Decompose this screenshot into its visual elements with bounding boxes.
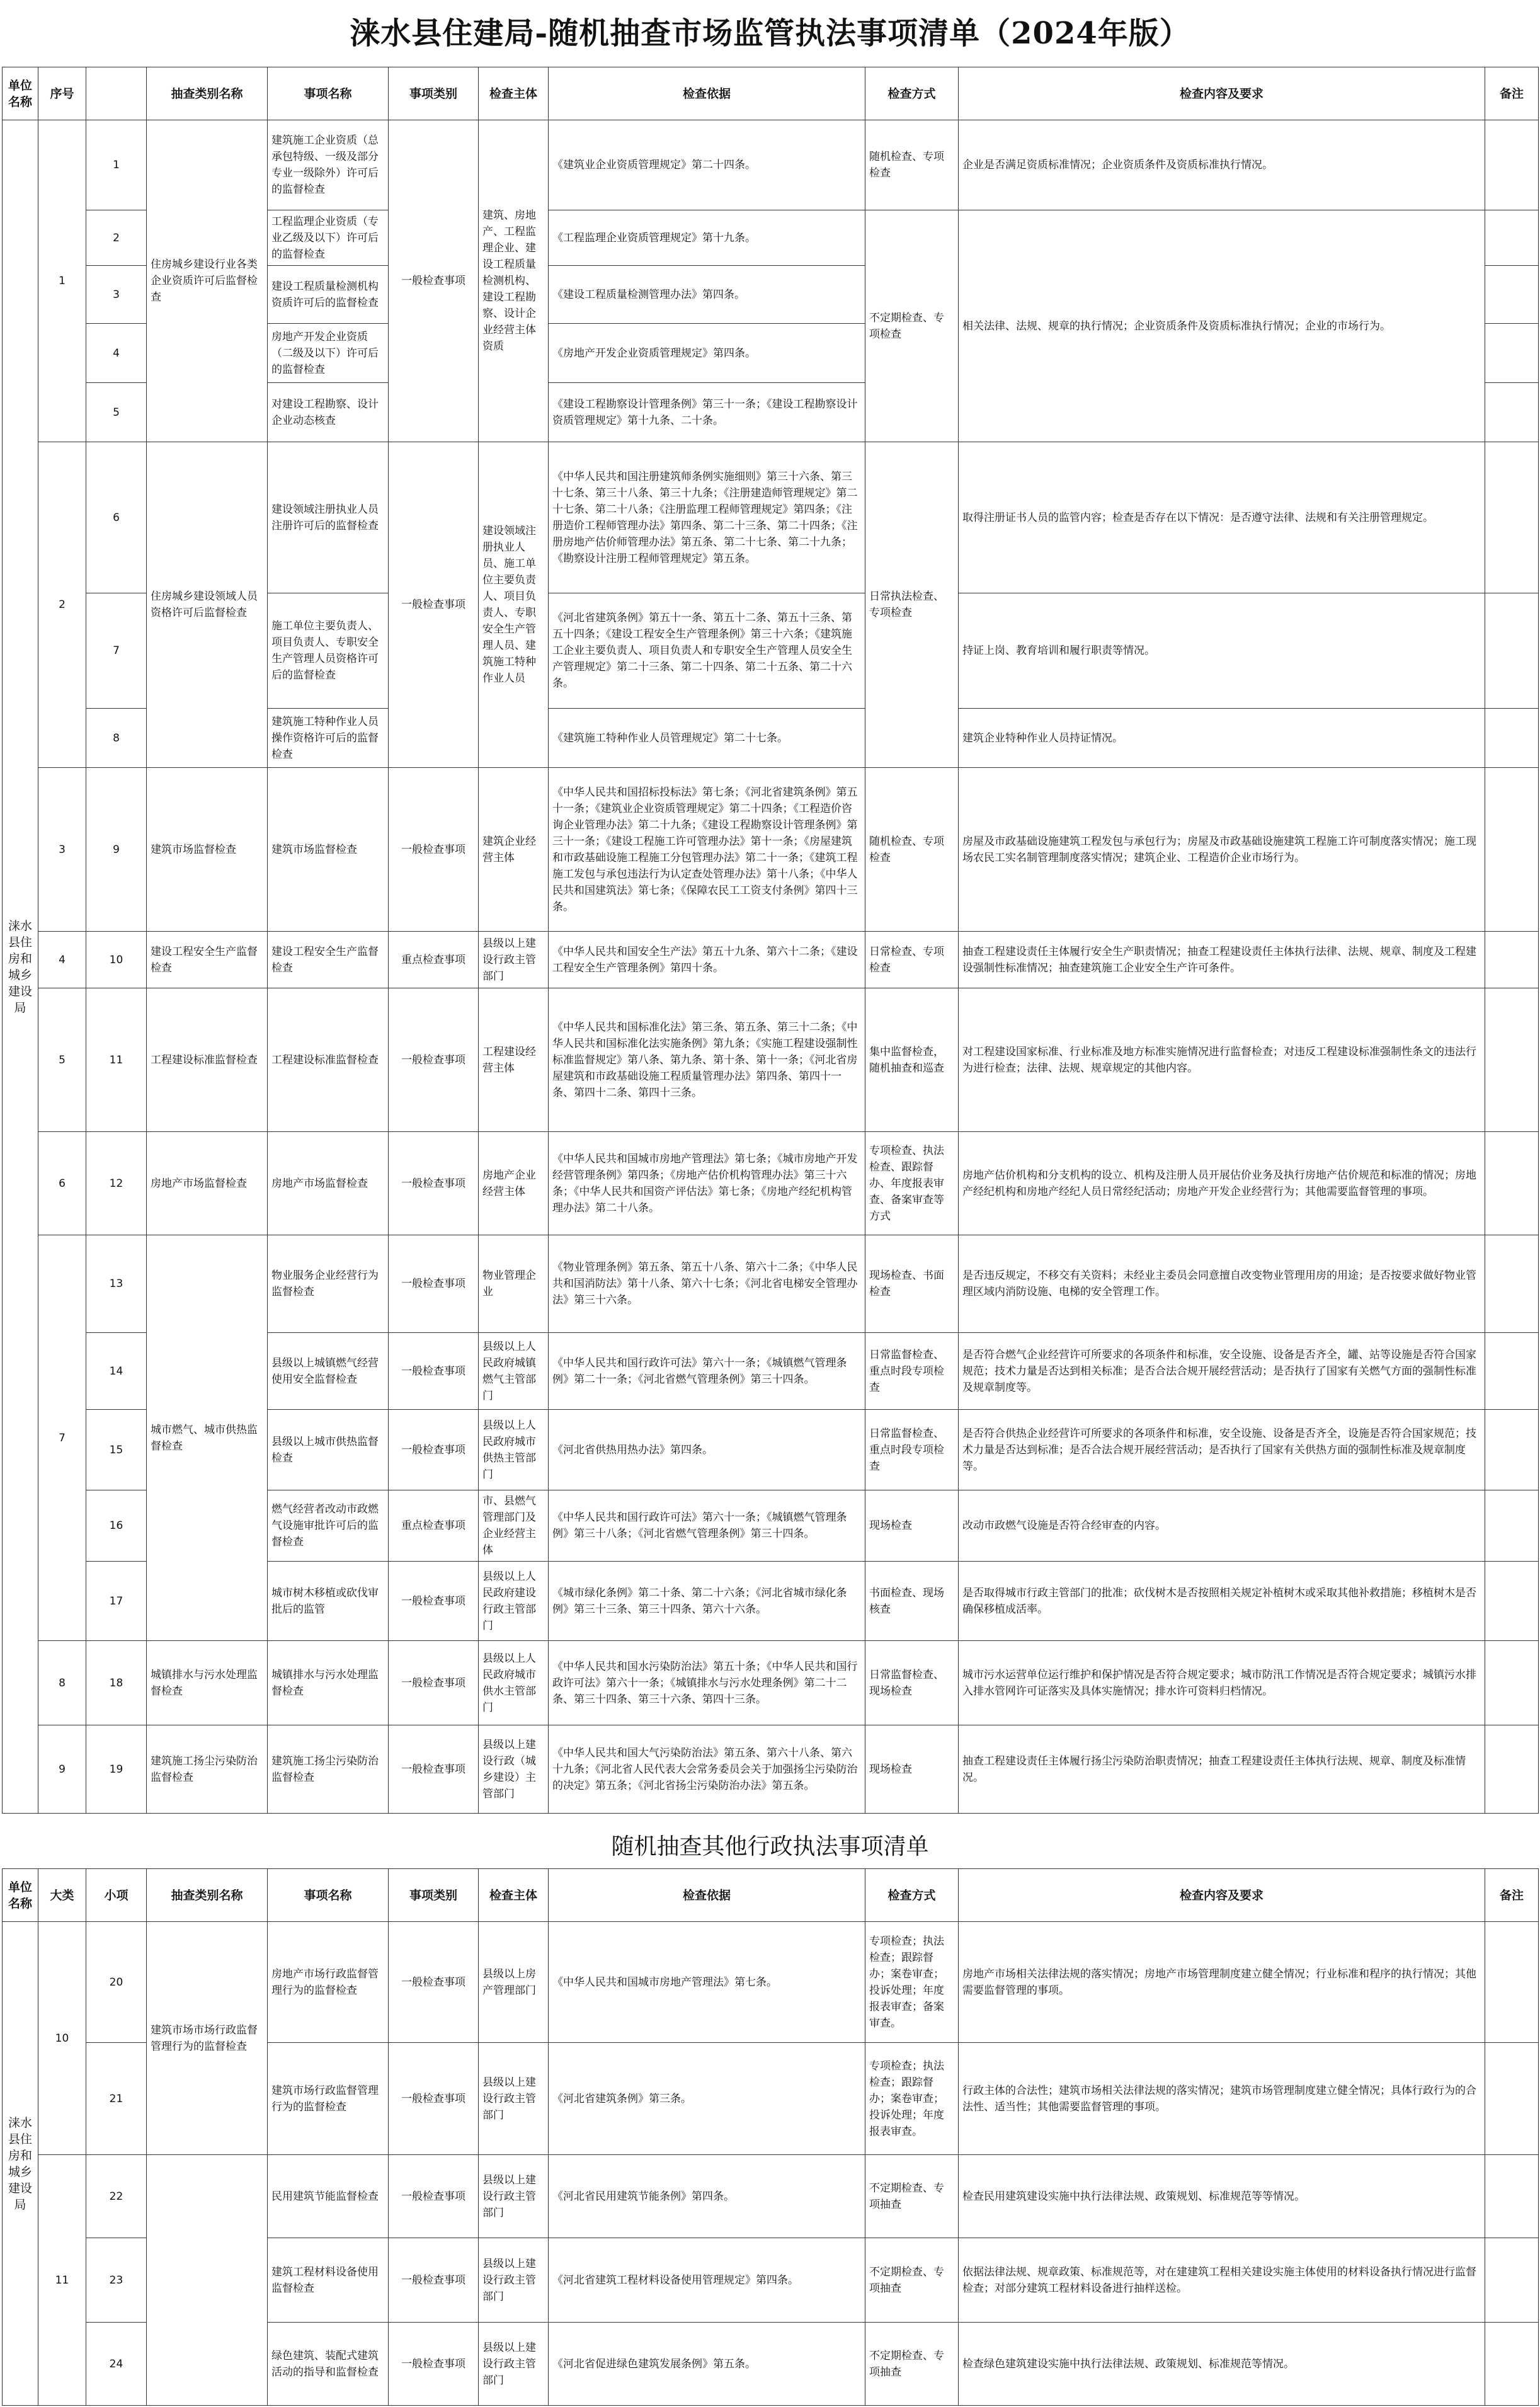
content-cell: 相关法律、法规、规章的执行情况；企业资质条件及资质标准执行情况；企业的市场行为。 bbox=[959, 210, 1485, 442]
item-no-cell: 18 bbox=[86, 1641, 147, 1725]
item-name-cell: 物业服务企业经营行为监督检查 bbox=[268, 1235, 389, 1333]
item-type-cell: 一般检查事项 bbox=[389, 1410, 479, 1490]
table-row bbox=[3, 932, 1539, 988]
content-cell: 对工程建设国家标准、行业标准及地方标准实施情况进行监督检查；对违反工程建设标准强制性条文的违法行为进行检查；法律、法规、规章规定的其他内容。 bbox=[959, 988, 1485, 1132]
table-row bbox=[3, 768, 1539, 932]
item-name-cell: 县级以上城市供热监督检查 bbox=[268, 1410, 389, 1490]
item-type-cell: 一般检查事项 bbox=[389, 2043, 479, 2155]
item-no-cell: 16 bbox=[86, 1490, 147, 1562]
basis-cell: 《建设工程勘察设计管理条例》第三十一条；《建设工程勘察设计资质管理规定》第十九条、二十条。 bbox=[549, 383, 865, 442]
basis-cell: 《城市绿化条例》第二十条、第二十六条；《河北省城市绿化条例》第三十三条、第三十四条、第六十六条。 bbox=[549, 1562, 865, 1641]
item-type-cell: 重点检查事项 bbox=[389, 1490, 479, 1562]
remark-cell bbox=[1485, 1922, 1539, 2043]
remark-cell bbox=[1485, 2155, 1539, 2238]
item-type-cell: 一般检查事项 bbox=[389, 1922, 479, 2043]
group-seq-cell: 10 bbox=[38, 1922, 86, 2155]
item-name-cell: 建筑施工企业资质（总承包特级、一级及部分专业一级除外）许可后的监督检查 bbox=[268, 120, 389, 210]
item-type-cell: 一般检查事项 bbox=[389, 768, 479, 932]
item-name-cell: 工程监理企业资质（专业乙级及以下）许可后的监督检查 bbox=[268, 210, 389, 266]
item-no-cell: 3 bbox=[86, 266, 147, 324]
category-cell bbox=[147, 2155, 268, 2406]
method-cell: 日常监督检查、现场检查 bbox=[865, 1641, 959, 1725]
table-row bbox=[3, 1922, 1539, 2043]
basis-cell: 《建筑施工特种作业人员管理规定》第二十七条。 bbox=[549, 709, 865, 768]
unit-name-cell: 涞水县住房和城乡建设局 bbox=[3, 120, 38, 1814]
basis-cell: 《中华人民共和国城市房地产管理法》第七条；《城市房地产开发经营管理条例》第四条；《房地产估价机构管理办法》第三十六条；《中华人民共和国资产评估法》第七条；《房地产经纪机构管理办法》第二十八条。 bbox=[549, 1132, 865, 1235]
item-type-cell: 一般检查事项 bbox=[389, 2238, 479, 2323]
remark-cell bbox=[1485, 1235, 1539, 1333]
remark-cell bbox=[1485, 1562, 1539, 1641]
item-type-cell: 一般检查事项 bbox=[389, 1562, 479, 1641]
item-no-cell: 19 bbox=[86, 1725, 147, 1814]
basis-cell: 《河北省建筑条例》第三条。 bbox=[549, 2043, 865, 2155]
method-cell: 不定期检查、专项抽查 bbox=[865, 2238, 959, 2323]
item-no-cell: 21 bbox=[86, 2043, 147, 2155]
col-header: 检查方式 bbox=[865, 1869, 959, 1922]
item-type-cell: 一般检查事项 bbox=[389, 1725, 479, 1814]
col-header: 检查内容及要求 bbox=[959, 67, 1485, 120]
group-seq-cell: 2 bbox=[38, 442, 86, 768]
header-row bbox=[3, 1869, 1539, 1922]
content-cell: 检查绿色建筑建设实施中执行法律法规、政策规划、标准规范等情况。 bbox=[959, 2323, 1485, 2406]
col-header: 序号 bbox=[38, 67, 86, 120]
content-cell: 是否取得城市行政主管部门的批准；砍伐树木是否按照相关规定补植树木或采取其他补救措施；移植树木是否确保移植成活率。 bbox=[959, 1562, 1485, 1641]
basis-cell: 《河北省民用建筑节能条例》第四条。 bbox=[549, 2155, 865, 2238]
group-seq-cell: 7 bbox=[38, 1235, 86, 1641]
category-cell: 建设工程安全生产监督检查 bbox=[147, 932, 268, 988]
basis-cell: 《工程监理企业资质管理规定》第十九条。 bbox=[549, 210, 865, 266]
subject-cell: 工程建设经营主体 bbox=[479, 988, 549, 1132]
method-cell: 日常执法检查、专项检查 bbox=[865, 442, 959, 768]
basis-cell: 《中华人民共和国行政许可法》第六十一条；《城镇燃气管理条例》第三十八条；《河北省燃气管理条例》第三十四条。 bbox=[549, 1490, 865, 1562]
subject-cell: 县级以上人民政府城市供热主管部门 bbox=[479, 1410, 549, 1490]
remark-cell bbox=[1485, 1725, 1539, 1814]
item-type-cell: 一般检查事项 bbox=[389, 988, 479, 1132]
item-name-cell: 建筑市场行政监督管理行为的监督检查 bbox=[268, 2043, 389, 2155]
content-cell: 持证上岗、教育培训和履行职责等情况。 bbox=[959, 593, 1485, 709]
group-seq-cell: 1 bbox=[38, 120, 86, 442]
group-seq-cell: 11 bbox=[38, 2155, 86, 2406]
item-no-cell: 9 bbox=[86, 768, 147, 932]
subject-cell: 县级以上房产管理部门 bbox=[479, 1922, 549, 2043]
item-type-cell: 一般检查事项 bbox=[389, 1641, 479, 1725]
basis-cell: 《河北省供热用热办法》第四条。 bbox=[549, 1410, 865, 1490]
col-header: 事项名称 bbox=[268, 1869, 389, 1922]
method-cell: 日常监督检查、重点时段专项检查 bbox=[865, 1333, 959, 1410]
group-seq-cell: 4 bbox=[38, 932, 86, 988]
remark-cell bbox=[1485, 709, 1539, 768]
item-name-cell: 绿色建筑、装配式建筑活动的指导和监督检查 bbox=[268, 2323, 389, 2406]
item-name-cell: 建筑施工特种作业人员操作资格许可后的监督检查 bbox=[268, 709, 389, 768]
remark-cell bbox=[1485, 324, 1539, 383]
method-cell: 日常检查、专项检查 bbox=[865, 932, 959, 988]
col-header: 事项类别 bbox=[389, 1869, 479, 1922]
remark-cell bbox=[1485, 2043, 1539, 2155]
item-name-cell: 城镇排水与污水处理监督检查 bbox=[268, 1641, 389, 1725]
basis-cell: 《河北省建筑工程材料设备使用管理规定》第四条。 bbox=[549, 2238, 865, 2323]
item-no-cell: 24 bbox=[86, 2323, 147, 2406]
item-no-cell: 2 bbox=[86, 210, 147, 266]
item-name-cell: 燃气经营者改动市政燃气设施审批许可后的监督检查 bbox=[268, 1490, 389, 1562]
method-cell: 专项检查；执法检查；跟踪督办；案卷审查；投诉处理；年度报表审查；备案审查。 bbox=[865, 1922, 959, 2043]
subject-cell: 房地产企业经营主体 bbox=[479, 1132, 549, 1235]
remark-cell bbox=[1485, 120, 1539, 210]
item-name-cell: 房地产市场监督检查 bbox=[268, 1132, 389, 1235]
col-header: 小项 bbox=[86, 1869, 147, 1922]
content-cell: 是否符合燃气企业经营许可所要求的各项条件和标准，安全设施、设备是否齐全，罐、站等设施是否符合国家规范；技术力量是否达到相关标准；是否合法合规开展经营活动；是否执行了国家有关燃气方面的强制性标准及规章制度等。 bbox=[959, 1333, 1485, 1410]
item-no-cell: 11 bbox=[86, 988, 147, 1132]
item-no-cell: 10 bbox=[86, 932, 147, 988]
header-row bbox=[3, 67, 1539, 120]
item-no-cell: 23 bbox=[86, 2238, 147, 2323]
col-header: 检查主体 bbox=[479, 67, 549, 120]
subject-cell: 县级以上建设行政（城乡建设）主管部门 bbox=[479, 1725, 549, 1814]
basis-cell: 《中华人民共和国行政许可法》第六十一条；《城镇燃气管理条例》第二十一条；《河北省燃气管理条例》第三十四条。 bbox=[549, 1333, 865, 1410]
table-row bbox=[3, 2155, 1539, 2238]
basis-cell: 《中华人民共和国水污染防治法》第五十条；《中华人民共和国行政许可法》第六十一条；《城镇排水与污水处理条例》第二十二条、第三十四条、第三十六条、第四十三条。 bbox=[549, 1641, 865, 1725]
basis-cell: 《中华人民共和国招标投标法》第七条；《河北省建筑条例》第五十一条；《建筑业企业资质管理规定》第二十四条；《工程造价咨询企业管理办法》第二十九条；《建设工程勘察设计管理条例》第三十一条；《建设工程施工许可管理办法》第十一条；《房屋建筑和市政基础设施工程施工分包管理办法》第二十一条；《建筑工程施工发包与承包违法行为认定查处管理办法》第十八条；《中华人民共和国建筑法》第七条；《保障农民工工资支付条例》第四十三条。 bbox=[549, 768, 865, 932]
basis-cell: 《河北省建筑条例》第五十一条、第五十二条、第五十三条、第五十四条；《建设工程安全生产管理条例》第三十六条；《建筑施工企业主要负责人、项目负责人和专职安全生产管理人员安全生产管理规定》第二十三条、第二十四条、第二十五条、第二十六条。 bbox=[549, 593, 865, 709]
table-row bbox=[3, 1235, 1539, 1333]
col-header bbox=[86, 67, 147, 120]
method-cell: 现场检查、书面检查 bbox=[865, 1235, 959, 1333]
basis-cell: 《中华人民共和国城市房地产管理法》第七条。 bbox=[549, 1922, 865, 2043]
col-header: 事项类别 bbox=[389, 67, 479, 120]
remark-cell bbox=[1485, 210, 1539, 266]
content-cell: 是否违反规定，不移交有关资料；未经业主委员会同意擅自改变物业管理用房的用途；是否按要求做好物业管理区域内消防设施、电梯的安全管理工作。 bbox=[959, 1235, 1485, 1333]
group-seq-cell: 5 bbox=[38, 988, 86, 1132]
item-name-cell: 建设工程质量检测机构资质许可后的监督检查 bbox=[268, 266, 389, 324]
col-header: 检查方式 bbox=[865, 67, 959, 120]
content-cell: 房屋及市政基础设施建筑工程发包与承包行为；房屋及市政基础设施建筑工程施工许可制度落实情况；施工现场农民工实名制管理制度落实情况；建筑企业、工程造价企业市场行为。 bbox=[959, 768, 1485, 932]
item-type-cell: 一般检查事项 bbox=[389, 1235, 479, 1333]
basis-cell: 《房地产开发企业资质管理规定》第四条。 bbox=[549, 324, 865, 383]
item-name-cell: 房地产开发企业资质（二级及以下）许可后的监督检查 bbox=[268, 324, 389, 383]
category-cell: 建筑施工扬尘污染防治监督检查 bbox=[147, 1725, 268, 1814]
content-cell: 取得注册证书人员的监管内容；检查是否存在以下情况：是否遵守法律、法规和有关注册管理规定。 bbox=[959, 442, 1485, 593]
subject-cell: 县级以上建设行政主管部门 bbox=[479, 932, 549, 988]
remark-cell bbox=[1485, 2238, 1539, 2323]
item-no-cell: 20 bbox=[86, 1922, 147, 2043]
item-no-cell: 4 bbox=[86, 324, 147, 383]
method-cell: 书面检查、现场核查 bbox=[865, 1562, 959, 1641]
item-name-cell: 建筑施工扬尘污染防治监督检查 bbox=[268, 1725, 389, 1814]
remark-cell bbox=[1485, 266, 1539, 324]
col-header: 事项名称 bbox=[268, 67, 389, 120]
content-cell: 建筑企业特种作业人员持证情况。 bbox=[959, 709, 1485, 768]
basis-cell: 《中华人民共和国大气污染防治法》第五条、第六十八条、第六十九条；《河北省人民代表大会常务委员会关于加强扬尘污染防治的决定》第五条；《河北省扬尘污染防治办法》第五条。 bbox=[549, 1725, 865, 1814]
remark-cell bbox=[1485, 768, 1539, 932]
subject-cell: 建筑企业经营主体 bbox=[479, 768, 549, 932]
item-no-cell: 14 bbox=[86, 1333, 147, 1410]
method-cell: 不定期检查、专项抽查 bbox=[865, 2323, 959, 2406]
category-cell: 工程建设标准监督检查 bbox=[147, 988, 268, 1132]
subject-cell: 市、县燃气管理部门及企业经营主体 bbox=[479, 1490, 549, 1562]
col-header: 单位名称 bbox=[3, 1869, 38, 1922]
remark-cell bbox=[1485, 1132, 1539, 1235]
basis-cell: 《河北省促进绿色建筑发展条例》第五条。 bbox=[549, 2323, 865, 2406]
content-cell: 依据法律法规、规章政策、标准规范等，对在建建筑工程相关建设实施主体使用的材料设备执行情况进行监督检查；对部分建筑工程材料设备进行抽样送检。 bbox=[959, 2238, 1485, 2323]
content-cell: 抽查工程建设责任主体履行扬尘污染防治职责情况；抽查工程建设责任主体执行法规、规章、制度及标准情况。 bbox=[959, 1725, 1485, 1814]
remark-cell bbox=[1485, 1410, 1539, 1490]
subject-cell: 县级以上建设行政主管部门 bbox=[479, 2043, 549, 2155]
main-table bbox=[2, 67, 1539, 1814]
subject-cell: 物业管理企业 bbox=[479, 1235, 549, 1333]
category-cell: 住房城乡建设领域人员资格许可后监督检查 bbox=[147, 442, 268, 768]
method-cell: 集中监督检查，随机抽查和巡查 bbox=[865, 988, 959, 1132]
col-header: 单位名称 bbox=[3, 67, 38, 120]
item-type-cell: 一般检查事项 bbox=[389, 2155, 479, 2238]
table-row bbox=[3, 988, 1539, 1132]
table-row bbox=[3, 1641, 1539, 1725]
page-title: 涞水县住建局-随机抽查市场监管执法事项清单（2024年版） bbox=[350, 16, 1190, 51]
content-cell: 行政主体的合法性；建筑市场相关法律法规的落实情况；建筑市场管理制度建立健全情况；具体行政行为的合法性、适当性；其他需要监督管理的事项。 bbox=[959, 2043, 1485, 2155]
category-cell: 房地产市场监督检查 bbox=[147, 1132, 268, 1235]
section-title: 随机抽查其他行政执法事项清单 bbox=[611, 1834, 929, 1860]
col-header: 备注 bbox=[1485, 67, 1539, 120]
category-cell: 建筑市场市场行政监督管理行为的监督检查 bbox=[147, 1922, 268, 2155]
table-row bbox=[3, 1132, 1539, 1235]
item-name-cell: 建筑市场监督检查 bbox=[268, 768, 389, 932]
subject-cell: 县级以上人民政府城市供水主管部门 bbox=[479, 1641, 549, 1725]
col-header: 大类 bbox=[38, 1869, 86, 1922]
item-name-cell: 建设工程安全生产监督检查 bbox=[268, 932, 389, 988]
table-row bbox=[3, 1725, 1539, 1814]
method-cell: 现场检查 bbox=[865, 1490, 959, 1562]
item-name-cell: 对建设工程勘察、设计企业动态核查 bbox=[268, 383, 389, 442]
group-seq-cell: 8 bbox=[38, 1641, 86, 1725]
col-header: 抽查类别名称 bbox=[147, 67, 268, 120]
group-seq-cell: 6 bbox=[38, 1132, 86, 1235]
item-no-cell: 7 bbox=[86, 593, 147, 709]
content-cell: 企业是否满足资质标准情况；企业资质条件及资质标准执行情况。 bbox=[959, 120, 1485, 210]
remark-cell bbox=[1485, 383, 1539, 442]
subject-cell: 县级以上人民政府城镇燃气主管部门 bbox=[479, 1333, 549, 1410]
method-cell: 随机检查、专项检查 bbox=[865, 768, 959, 932]
unit-name-cell: 涞水县住房和城乡建设局 bbox=[3, 1922, 38, 2406]
item-type-cell: 重点检查事项 bbox=[389, 932, 479, 988]
item-name-cell: 工程建设标准监督检查 bbox=[268, 988, 389, 1132]
category-cell: 城市燃气、城市供热监督检查 bbox=[147, 1235, 268, 1641]
method-cell: 不定期检查、专项检查 bbox=[865, 210, 959, 442]
col-header: 备注 bbox=[1485, 1869, 1539, 1922]
item-no-cell: 17 bbox=[86, 1562, 147, 1641]
item-no-cell: 5 bbox=[86, 383, 147, 442]
item-no-cell: 15 bbox=[86, 1410, 147, 1490]
basis-cell: 《物业管理条例》第五条、第五十八条、第六十二条；《中华人民共和国消防法》第十八条、第六十七条；《河北省电梯安全管理办法》第三十六条。 bbox=[549, 1235, 865, 1333]
method-cell: 现场检查 bbox=[865, 1725, 959, 1814]
item-name-cell: 城市树木移植或砍伐审批后的监管 bbox=[268, 1562, 389, 1641]
item-name-cell: 房地产市场行政监督管理行为的监督检查 bbox=[268, 1922, 389, 2043]
group-seq-cell: 9 bbox=[38, 1725, 86, 1814]
basis-cell: 《建筑业企业资质管理规定》第二十四条。 bbox=[549, 120, 865, 210]
content-cell: 房地产估价机构和分支机构的设立、机构及注册人员开展估价业务及执行房地产估价规范和标准的情况；房地产经纪机构和房地产经纪人员日常经纪活动；房地产开发企业经营行为；其他需要监督管理的事项。 bbox=[959, 1132, 1485, 1235]
item-type-cell: 一般检查事项 bbox=[389, 1333, 479, 1410]
remark-cell bbox=[1485, 442, 1539, 593]
subject-cell: 县级以上建设行政主管部门 bbox=[479, 2155, 549, 2238]
method-cell: 不定期检查、专项抽查 bbox=[865, 2155, 959, 2238]
item-type-cell: 一般检查事项 bbox=[389, 442, 479, 768]
remark-cell bbox=[1485, 1641, 1539, 1725]
subject-cell: 县级以上建设行政主管部门 bbox=[479, 2323, 549, 2406]
col-header: 抽查类别名称 bbox=[147, 1869, 268, 1922]
other-items-table bbox=[2, 1868, 1539, 2406]
item-name-cell: 建筑工程材料设备使用监督检查 bbox=[268, 2238, 389, 2323]
group-seq-cell: 3 bbox=[38, 768, 86, 932]
col-header: 检查内容及要求 bbox=[959, 1869, 1485, 1922]
basis-cell: 《中华人民共和国安全生产法》第五十九条、第六十二条；《建设工程安全生产管理条例》第四十条。 bbox=[549, 932, 865, 988]
content-cell: 抽查工程建设责任主体履行安全生产职责情况；抽查工程建设责任主体执行法律、法规、规章、制度及工程建设强制性标准情况；抽查建筑施工企业安全生产许可条件。 bbox=[959, 932, 1485, 988]
item-name-cell: 县级以上城镇燃气经营使用安全监督检查 bbox=[268, 1333, 389, 1410]
item-type-cell: 一般检查事项 bbox=[389, 120, 479, 442]
subject-cell: 县级以上人民政府建设行政主管部门 bbox=[479, 1562, 549, 1641]
item-name-cell: 施工单位主要负责人、项目负责人、专职安全生产管理人员资格许可后的监督检查 bbox=[268, 593, 389, 709]
subject-cell: 建筑、房地产、工程监理企业、建设工程质量检测机构、建设工程勘察、设计企业经营主体资质 bbox=[479, 120, 549, 442]
basis-cell: 《建设工程质量检测管理办法》第四条。 bbox=[549, 266, 865, 324]
method-cell: 专项检查、执法检查、跟踪督办、年度报表审查、备案审查等方式 bbox=[865, 1132, 959, 1235]
item-no-cell: 1 bbox=[86, 120, 147, 210]
table-row bbox=[3, 442, 1539, 593]
content-cell: 是否符合供热企业经营许可所要求的各项条件和标准，安全设施、设备是否齐全，设施是否符合国家规范；技术力量是否达到标准；是否合法合规开展经营活动；是否执行了国家有关供热方面的强制性标准及规章制度等。 bbox=[959, 1410, 1485, 1490]
item-type-cell: 一般检查事项 bbox=[389, 2323, 479, 2406]
subject-cell: 县级以上建设行政主管部门 bbox=[479, 2238, 549, 2323]
item-no-cell: 12 bbox=[86, 1132, 147, 1235]
content-cell: 城市污水运营单位运行维护和保护情况是否符合规定要求；城市防汛工作情况是否符合规定要求；城镇污水排入排水管网许可证落实及具体实施情况；排水许可资料归档情况。 bbox=[959, 1641, 1485, 1725]
item-no-cell: 22 bbox=[86, 2155, 147, 2238]
category-cell: 建筑市场监督检查 bbox=[147, 768, 268, 932]
category-cell: 住房城乡建设行业各类企业资质许可后监督检查 bbox=[147, 120, 268, 442]
content-cell: 检查民用建筑建设实施中执行法律法规、政策规划、标准规范等等情况。 bbox=[959, 2155, 1485, 2238]
basis-cell: 《中华人民共和国注册建筑师条例实施细则》第三十六条、第三十七条、第三十八条、第三十九条；《注册建造师管理规定》第二十七条、第二十八条；《注册监理工程师管理规定》第四条；《注册造价工程师管理办法》第四条、第二十三条、第二十四条；《注册房地产估价师管理办法》第五条、第二十七条、第二十九条；《勘察设计注册工程师管理规定》第五条。 bbox=[549, 442, 865, 593]
table-row bbox=[3, 120, 1539, 210]
remark-cell bbox=[1485, 932, 1539, 988]
remark-cell bbox=[1485, 1490, 1539, 1562]
item-name-cell: 民用建筑节能监督检查 bbox=[268, 2155, 389, 2238]
remark-cell bbox=[1485, 988, 1539, 1132]
method-cell: 专项检查；执法检查；跟踪督办；案卷审查；投诉处理；年度报表审查。 bbox=[865, 2043, 959, 2155]
item-type-cell: 一般检查事项 bbox=[389, 1132, 479, 1235]
remark-cell bbox=[1485, 593, 1539, 709]
item-no-cell: 13 bbox=[86, 1235, 147, 1333]
item-no-cell: 6 bbox=[86, 442, 147, 593]
subject-cell: 建设领域注册执业人员、施工单位主要负责人、项目负责人、专职安全生产管理人员、建筑施工特种作业人员 bbox=[479, 442, 549, 768]
content-cell: 房地产市场相关法律法规的落实情况；房地产市场管理制度建立健全情况；行业标准和程序的执行情况；其他需要监督管理的事项。 bbox=[959, 1922, 1485, 2043]
method-cell: 随机检查、专项检查 bbox=[865, 120, 959, 210]
item-no-cell: 8 bbox=[86, 709, 147, 768]
remark-cell bbox=[1485, 2323, 1539, 2406]
method-cell: 日常监督检查、重点时段专项检查 bbox=[865, 1410, 959, 1490]
col-header: 检查依据 bbox=[549, 1869, 865, 1922]
item-name-cell: 建设领域注册执业人员注册许可后的监督检查 bbox=[268, 442, 389, 593]
content-cell: 改动市政燃气设施是否符合经审查的内容。 bbox=[959, 1490, 1485, 1562]
basis-cell: 《中华人民共和国标准化法》第三条、第五条、第三十二条；《中华人民共和国标准化法实施条例》第九条；《实施工程建设强制性标准监督规定》第八条、第九条、第十条、第十一条；《河北省房屋建筑和市政基础设施工程质量管理办法》第四条、第四十一条、第四十二条、第四十三条。 bbox=[549, 988, 865, 1132]
col-header: 检查主体 bbox=[479, 1869, 549, 1922]
col-header: 检查依据 bbox=[549, 67, 865, 120]
category-cell: 城镇排水与污水处理监督检查 bbox=[147, 1641, 268, 1725]
remark-cell bbox=[1485, 1333, 1539, 1410]
